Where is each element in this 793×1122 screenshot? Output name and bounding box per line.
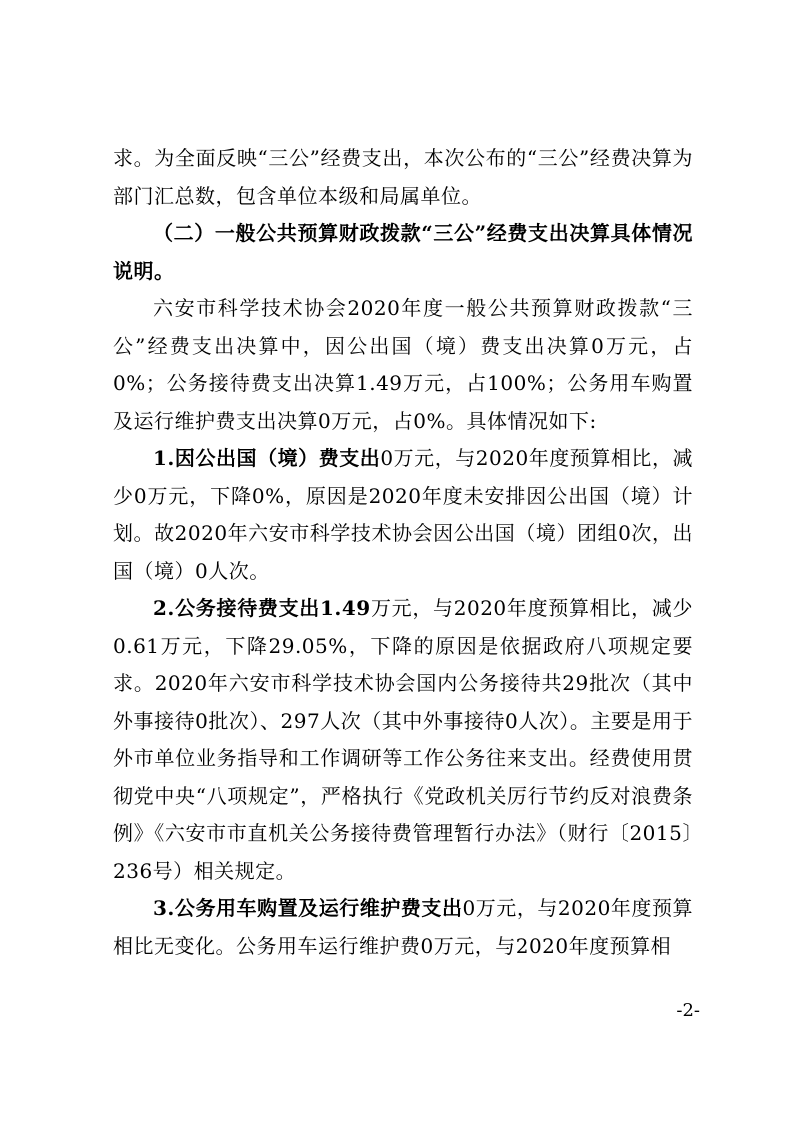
item-lead: 2.公务接待费支出1.49: [153, 596, 371, 620]
item-lead: 1.因公出国（境）费支出: [153, 446, 381, 470]
item-body: 万元，与2020年度预算相比，减少0.61万元，下降29.05%，下降的原因是依据政府八项规定要求。2020年六安市科学技术协会国内公务接待共29批次（其中外事接待0批次）、297人次（其中外事接待0人次）。主要是用于外市单位业务指导和工作调研等工作公务往来支出。经费使用贯彻党中央“八项规定”，严格执行《党政机关厉行节约反对浪费条例》《六安市市直机关公务接待费管理暂行办法》（财行〔2015〕236号）相关规定。: [113, 596, 693, 883]
item-body: 0万元，与2020年度预算相比无变化。公务用车运行维护费0万元，与2020年度预算相: [113, 896, 693, 958]
page-number: -2-: [676, 1000, 700, 1021]
item-body: 0万元，与2020年度预算相比，减少0万元，下降0%，原因是2020年度未安排因公出国（境）计划。故2020年六安市科学技术协会因公出国（境）团组0次，出国（境）0人次。: [113, 446, 693, 583]
document-body: [113, 140, 693, 965]
paragraph-continuation: 求。为全面反映“三公”经费支出，本次公布的“三公”经费决算为部门汇总数，包含单位本级和局属单位。: [113, 146, 693, 208]
item-reception: [113, 590, 693, 890]
paragraph-summary: 六安市科学技术协会2020年度一般公共预算财政拨款“三公”经费支出决算中，因公出国（境）费支出决算0万元，占0%；公务接待费支出决算1.49万元，占100%；公务用车购置及运行维护费支出决算0万元，占0%。具体情况如下:: [113, 296, 693, 433]
item-overseas-travel: [113, 440, 693, 590]
item-vehicles: [113, 890, 693, 965]
item-lead: 3.公务用车购置及运行维护费支出: [153, 896, 463, 920]
section-heading: （二）一般公共预算财政拨款“三公”经费支出决算具体情况说明。: [113, 221, 693, 283]
